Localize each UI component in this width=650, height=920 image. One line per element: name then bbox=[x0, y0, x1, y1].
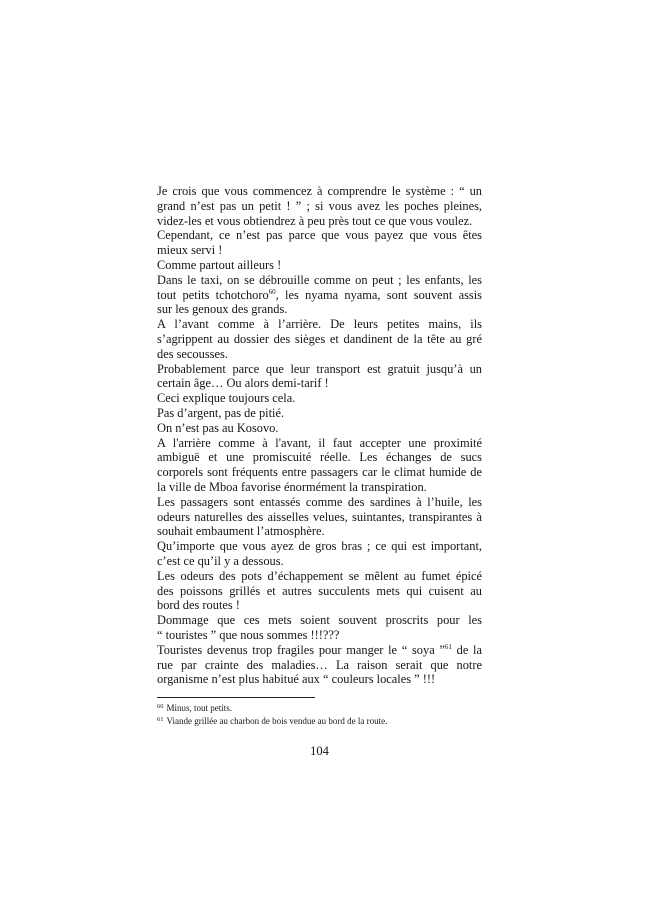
text-line: Les passagers sont entassés comme des sardines à l’huile, les bbox=[157, 494, 482, 509]
text-line: des secousses. bbox=[157, 346, 228, 361]
footnote bbox=[157, 715, 482, 728]
footnote-ref: 61 bbox=[444, 642, 452, 651]
footnote-ref: 60 bbox=[268, 287, 276, 296]
text-line: Ceci explique toujours cela. bbox=[157, 391, 296, 406]
text-segment: Touristes devenus trop fragiles pour manger le “ soya ” bbox=[157, 642, 445, 657]
text-line: odeurs naturelles des aisselles velues, suintantes, transpirantes à bbox=[157, 509, 482, 524]
text-line bbox=[157, 288, 482, 303]
text-line: A l’avant comme à l’arrière. De leurs petites mains, ils bbox=[157, 317, 482, 332]
text-line: ambiguë et une promiscuité réelle. Les échanges de sucs bbox=[157, 450, 482, 465]
text-line: Pas d’argent, pas de pitié. bbox=[157, 405, 285, 420]
text-line: certain âge… Ou alors demi-tarif ! bbox=[157, 376, 329, 391]
text-line: organisme n’est plus habitué aux “ couleurs locales ” !!! bbox=[157, 672, 436, 687]
body-text bbox=[157, 184, 482, 687]
text-line: Comme partout ailleurs ! bbox=[157, 257, 282, 272]
footnote-rule bbox=[157, 697, 315, 698]
footnotes bbox=[157, 702, 482, 728]
text-line: mieux servi ! bbox=[157, 243, 223, 258]
footnote-number: 61 bbox=[157, 716, 164, 723]
text-line: A l'arrière comme à l'avant, il faut accepter une proximité bbox=[157, 435, 482, 450]
text-line: Dans le taxi, on se débrouille comme on peut ; les enfants, les bbox=[157, 272, 482, 287]
text-line: rue par crainte des maladies… La raison serait que notre bbox=[157, 657, 482, 672]
text-line: grand n’est pas un petit ! ” ; si vous avez les poches pleines, bbox=[157, 198, 482, 213]
text-segment: , les nyama nyama, sont souvent assis bbox=[275, 287, 482, 302]
text-line: “ touristes ” que nous sommes !!!??? bbox=[157, 627, 340, 642]
text-line: corporels sont fréquents entre passagers car le climat humide de bbox=[157, 465, 482, 480]
text-line: Probablement parce que leur transport est gratuit jusqu’à un bbox=[157, 361, 482, 376]
text-line: Qu’importe que vous ayez de gros bras ; ce qui est important, bbox=[157, 539, 482, 554]
text-line: Dommage que ces mets soient souvent proscrits pour les bbox=[157, 613, 482, 628]
text-line: s’agrippent au dossier des sièges et dandinent de la tête au gré bbox=[157, 331, 482, 346]
text-line: Les odeurs des pots d’échappement se mêlent au fumet épicé bbox=[157, 568, 482, 583]
text-line: des poissons grillés et autres succulents mets qui cuisent au bbox=[157, 583, 482, 598]
footnote bbox=[157, 702, 482, 715]
text-line: On n’est pas au Kosovo. bbox=[157, 420, 279, 435]
text-line: la ville de Mboa favorise énormément la transpiration. bbox=[157, 479, 427, 494]
footnote-number: 60 bbox=[157, 703, 164, 710]
text-line: Je crois que vous commencez à comprendre le système : “ un bbox=[157, 184, 482, 198]
page-number: 104 bbox=[310, 744, 329, 758]
text-segment: de la bbox=[451, 642, 482, 657]
text-line: souhait embaument l’atmosphère. bbox=[157, 524, 325, 539]
footnote-text: Viande grillée au charbon de bois vendue au bord de la route. bbox=[166, 716, 388, 726]
text-line: videz-les et vous obtiendrez à peu près tout ce que vous voulez. bbox=[157, 213, 473, 228]
text-segment: tout petits tchotchoro bbox=[157, 287, 269, 302]
text-line: bord des routes ! bbox=[157, 598, 240, 613]
text-line: sur les genoux des grands. bbox=[157, 302, 288, 317]
text-line: c’est ce qu’il y a dessous. bbox=[157, 553, 284, 568]
text-line: Cependant, ce n’est pas parce que vous payez que vous êtes bbox=[157, 228, 482, 243]
text-line bbox=[157, 643, 482, 658]
footnote-text: Minus, tout petits. bbox=[166, 703, 233, 713]
